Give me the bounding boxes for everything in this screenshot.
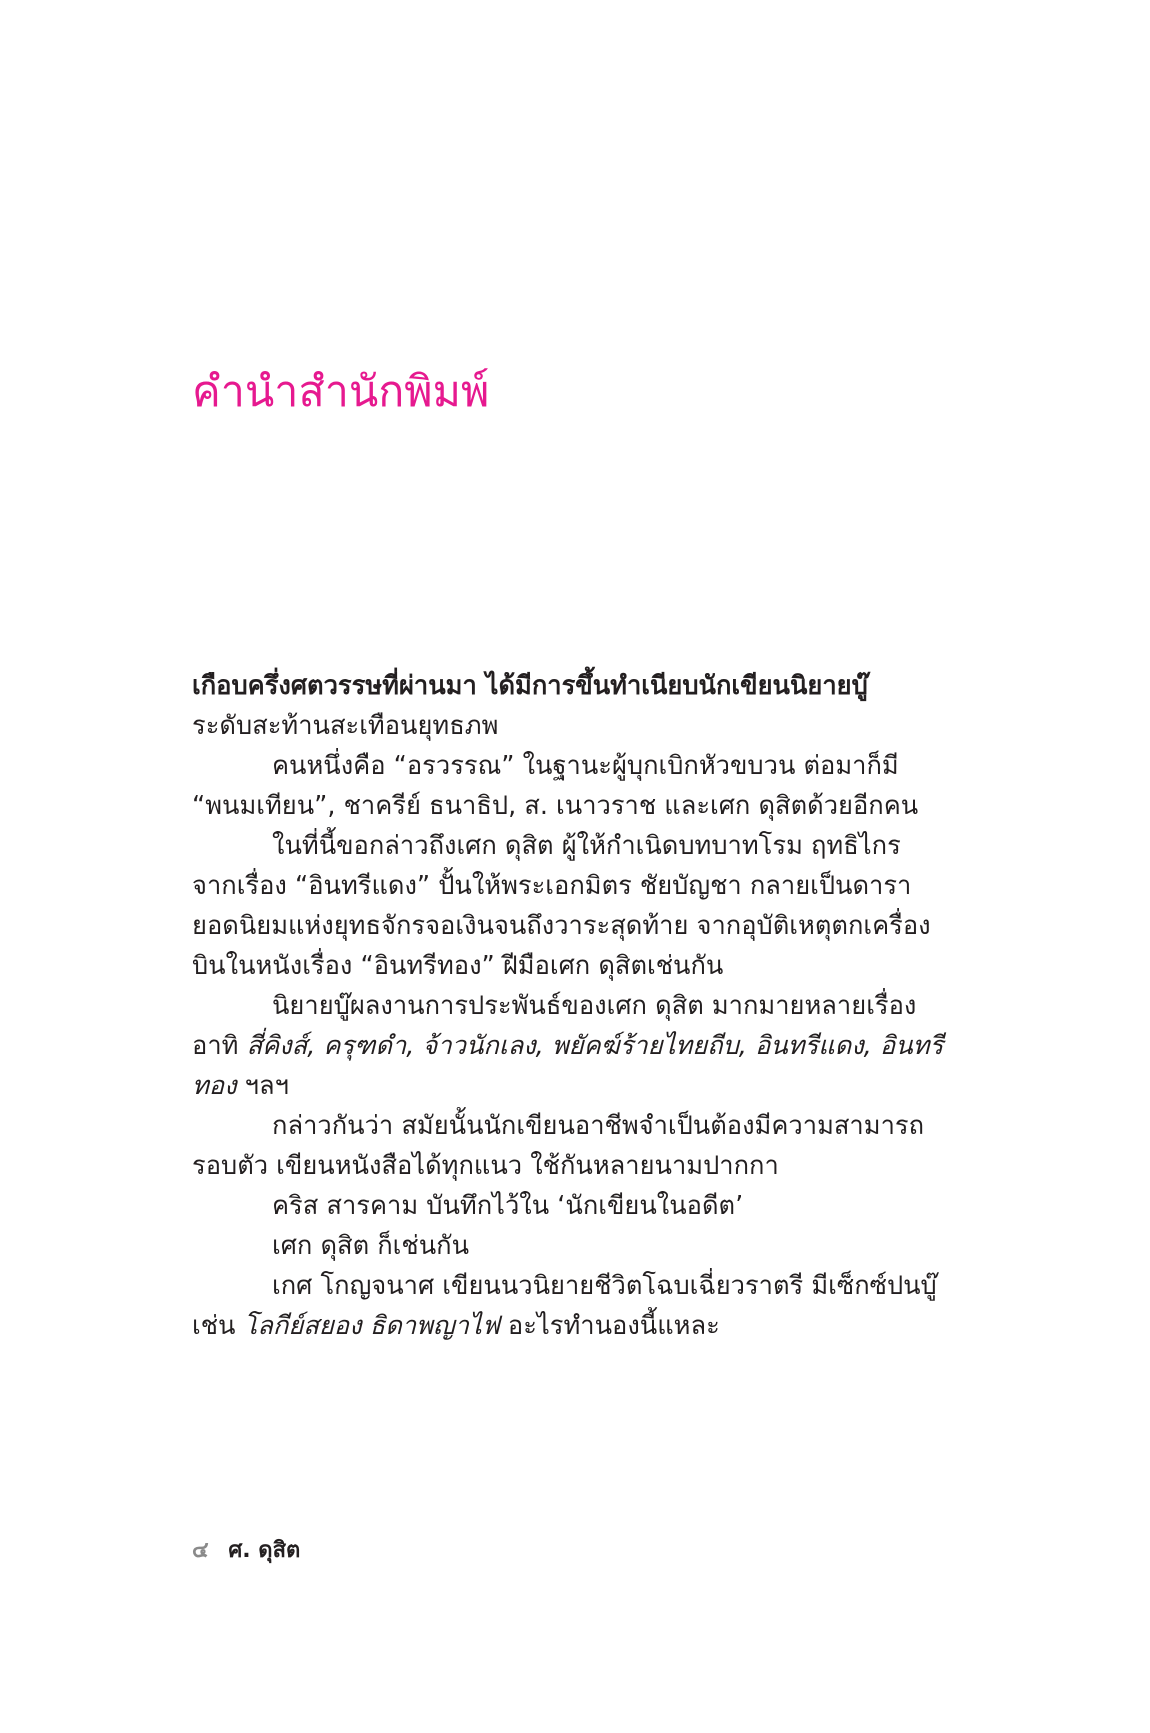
paragraph-4 xyxy=(192,986,982,1106)
paragraph-7-line-1: เศก ดุสิต ก็เช่นกัน xyxy=(272,1231,470,1261)
paragraph-3-line-4: บินในหนังเรื่อง “อินทรีทอง” ฝีมือเศก ดุสิตเช่นกัน xyxy=(192,951,724,981)
book-titles-list: สี่คิงส์, ครุฑดำ, จ้าวนักเลง, พยัคฆ์ร้ายไทยถีบ, อินทรีแดง, อินทรี xyxy=(246,1031,944,1061)
page-footer xyxy=(192,1532,300,1567)
paragraph-3 xyxy=(192,826,982,986)
book-title-continued: ทอง xyxy=(192,1071,237,1101)
paragraph-5-line-1: กล่าวกันว่า สมัยนั้นนักเขียนอาชีพจำเป็นต้องมีความสามารถ xyxy=(272,1111,925,1141)
book-titles: โลกีย์สยอง ธิดาพญาไฟ xyxy=(243,1311,500,1341)
page-number: ๔ xyxy=(192,1538,209,1563)
paragraph-3-line-1: ในที่นี้ขอกล่าวถึงเศก ดุสิต ผู้ให้กำเนิดบทบาทโรม ฤทธิไกร xyxy=(272,831,901,861)
paragraph-6-line-1: คริส สารคาม บันทึกไว้ใน ‘นักเขียนในอดีต’ xyxy=(272,1191,744,1221)
body-text xyxy=(192,666,982,1346)
paragraph-6 xyxy=(192,1186,982,1226)
paragraph-3-line-2: จากเรื่อง “อินทรีแดง” ปั้นให้พระเอกมิตร ชัยบัญชา กลายเป็นดารา xyxy=(192,871,912,901)
paragraph-1-line-1: เกือบครึ่งศตวรรษที่ผ่านมา ได้มีการขึ้นทำเนียบนักเขียนนิยายบู๊ xyxy=(192,671,868,701)
page-title: คำนำสำนักพิมพ์ xyxy=(192,367,490,417)
paragraph-4-line-2 xyxy=(192,1026,982,1066)
paragraph-4-line-1: นิยายบู๊ผลงานการประพันธ์ของเศก ดุสิต มากมายหลายเรื่อง xyxy=(272,991,917,1021)
paragraph-8-line-2 xyxy=(192,1306,982,1346)
paragraph-5 xyxy=(192,1106,982,1186)
paragraph-4-line-3-suffix: ฯลฯ xyxy=(236,1071,289,1101)
paragraph-1 xyxy=(192,666,982,746)
paragraph-7 xyxy=(192,1226,982,1266)
paragraph-8-line-2-prefix: เช่น xyxy=(192,1311,244,1341)
paragraph-2-line-1: คนหนึ่งคือ “อรวรรณ” ในฐานะผู้บุกเบิกหัวขบวน ต่อมาก็มี xyxy=(272,751,899,781)
paragraph-8-line-1: เกศ โกญจนาศ เขียนนวนิยายชีวิตโฉบเฉี่ยวราตรี มีเซ็กซ์ปนบู๊ xyxy=(272,1271,937,1301)
paragraph-4-line-2-prefix: อาทิ xyxy=(192,1031,247,1061)
paragraph-8-line-2-suffix: อะไรทำนองนี้แหละ xyxy=(499,1311,720,1341)
running-author: ศ. ดุสิต xyxy=(228,1538,301,1563)
paragraph-2 xyxy=(192,746,982,826)
paragraph-3-line-3: ยอดนิยมแห่งยุทธจักรจอเงินจนถึงวาระสุดท้าย จากอุบัติเหตุตกเครื่อง xyxy=(192,911,931,941)
paragraph-4-line-3 xyxy=(192,1066,982,1106)
paragraph-1-line-2: ระดับสะท้านสะเทือนยุทธภพ xyxy=(192,711,499,741)
paragraph-2-line-2: “พนมเทียน”, ชาครีย์ ธนาธิป, ส. เนาวราช และเศก ดุสิตด้วยอีกคน xyxy=(192,791,919,821)
paragraph-5-line-2: รอบตัว เขียนหนังสือได้ทุกแนว ใช้กันหลายนามปากกา xyxy=(192,1151,779,1181)
paragraph-8 xyxy=(192,1266,982,1346)
